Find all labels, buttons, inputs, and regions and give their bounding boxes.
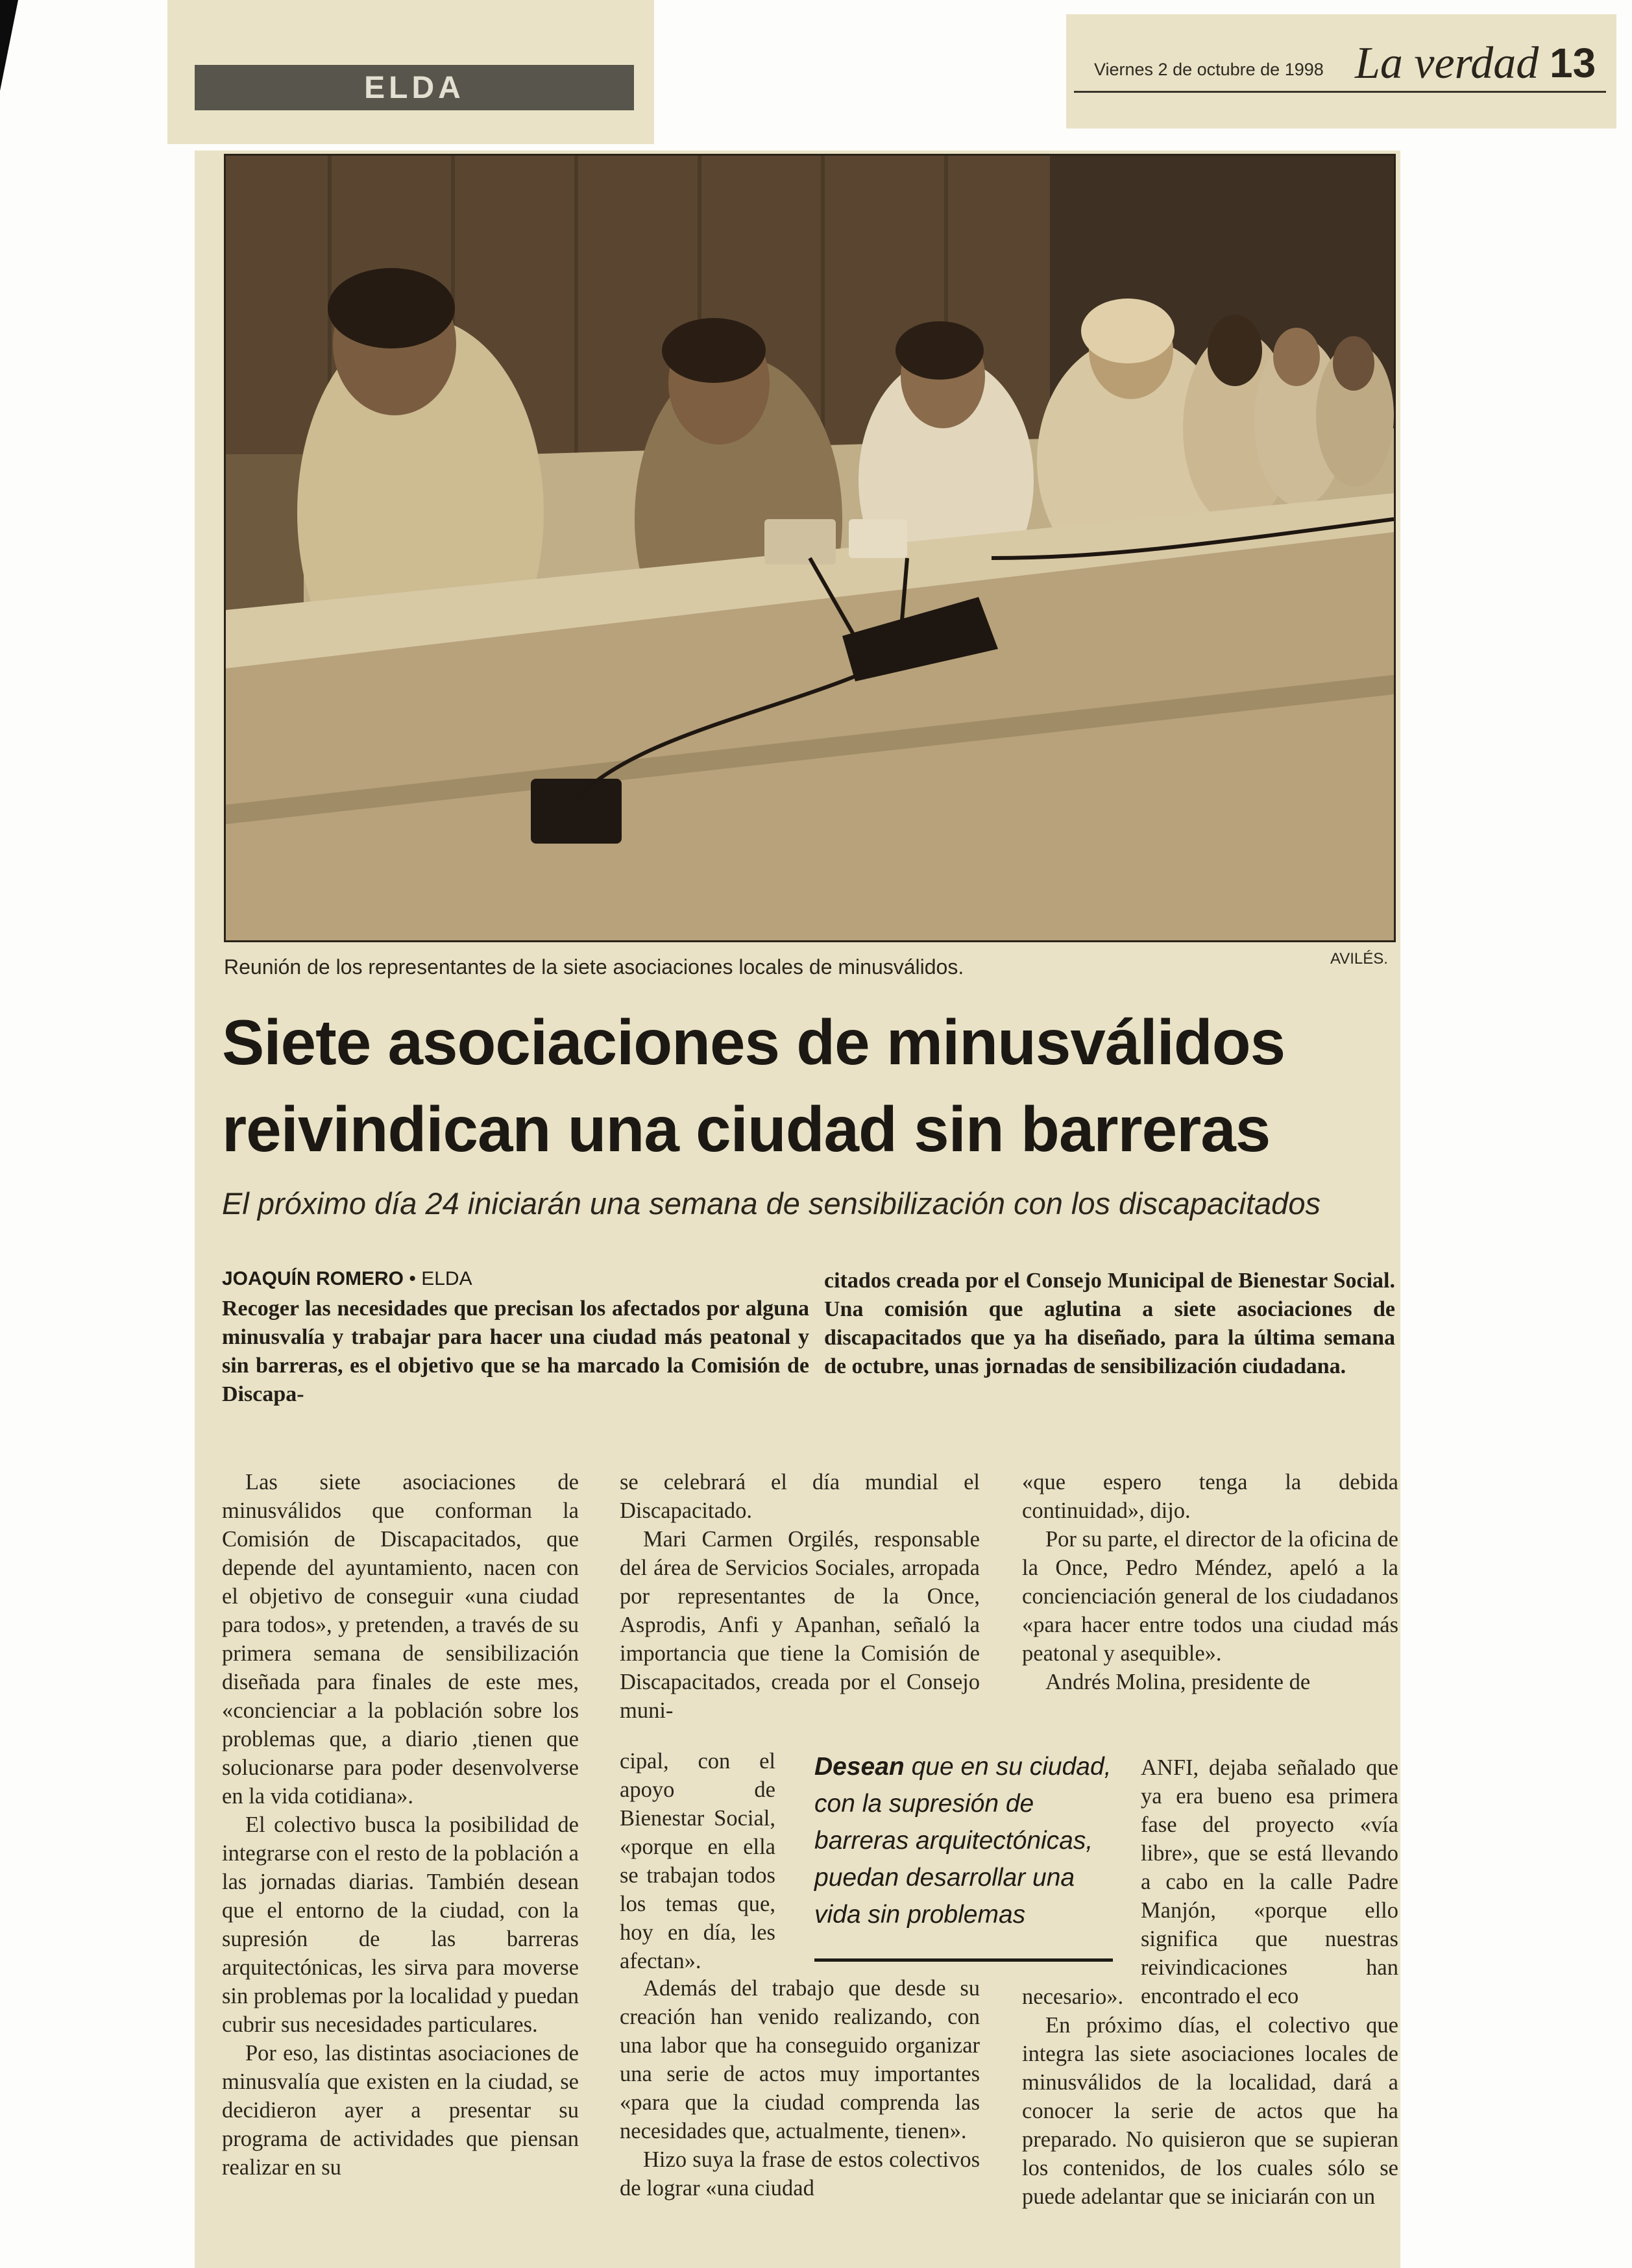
body-paragraph: Además del trabajo que desde su creación han venido realizando, con una labor que ha conseguido organizar una serie de actos muy importantes «para que la ciudad comprenda las necesidades que, actualmente, tienen». [620,1976,980,2143]
body-column-2 [620,1468,980,1740]
body-paragraph: se celebrará el día mundial el Discapacitado. [620,1470,980,1523]
body-paragraph: El colectivo busca la posibilidad de integrarse con el resto de la población a las jornadas diarias. También desean que el entorno de la ciudad, con la supresión de las barreras arquitectónicas, les sirva para moverse sin problemas por la localidad y puedan cubrir sus necesidades particulares. [222,1812,579,2037]
press-conference-photo [226,156,1394,940]
news-photo [224,154,1396,942]
subheadline: El próximo día 24 iniciarán una semana de sensibilización con los discapacitados [222,1186,1321,1221]
article-clipping [195,151,1400,2268]
body-paragraph: Andrés Molina, presidente de [1045,1670,1311,1694]
body-paragraph: Por eso, las distintas asociaciones de minusvalía que existen en la ciudad, se decidieron ayer a presentar su programa de actividades que piensan realizar en su [222,2041,579,2180]
masthead-rule [1074,91,1606,93]
body-paragraph: Mari Carmen Orgilés, responsable del área de Servicios Sociales, arropada por representantes de la Once, Asprodis, Anfi y Apanhan, señaló la importancia que tiene la Comisión de Discapacitados, creada por el Consejo muni- [620,1527,980,1723]
pull-quote-text: que en su ciudad, con la supresión de barreras arquitectónicas, puedan desarrollar una vida sin problemas [814,1753,1112,1929]
pull-quote-lead: Desean [814,1753,905,1781]
section-label: ELDA [364,70,465,105]
photo-credit: AVILÉS. [1330,950,1388,968]
photo-caption: Reunión de los representantes de la siete asociaciones locales de minusválidos. [224,955,964,979]
body-paragraph: «que espero tenga la debida continuidad», dijo. [1022,1470,1398,1523]
body-column-2-narrow [620,1747,775,1974]
body-column-3-narrow [1141,1753,1398,2008]
byline-author: JOAQUÍN ROMERO [222,1268,404,1289]
scan-corner [0,0,18,91]
byline-separator: • [409,1268,422,1289]
masthead-clipping [1066,14,1616,128]
headline-line-1: Siete asociaciones de minusválidos [222,1006,1285,1078]
section-bar [195,65,634,110]
body-column-2-lower [620,1974,980,2266]
body-paragraph: ANFI, dejaba señalado que ya era bueno esa primera fase del proyecto «vía libre», que se está llevando a cabo en la calle Padre Manjón, «porque ello significa que nuestras reivindicaciones han encontrado el eco [1141,1755,1398,2008]
newspaper-name: La verdad [1355,38,1539,88]
body-paragraph: Por su parte, el director de la oficina de la Once, Pedro Méndez, apeló a la concienciación general de los ciudadanos «para hacer entre todos una ciudad más peatonal y asequible». [1022,1527,1398,1666]
body-column-3-lower [1022,1982,1398,2268]
pull-quote [814,1748,1113,1933]
lead-paragraph-left: Recoger las necesidades que precisan los afectados por alguna minusvalía y trabajar para hacer una ciudad más peatonal y sin barreras, es el objetivo que se ha marcado la Comisión de Discapa- [222,1297,809,1406]
body-paragraph: cipal, con el apoyo de Bienestar Social, «porque en ella se trabajan todos los temas que, hoy en día, les afectan». [620,1749,775,1973]
page-number: 13 [1550,40,1596,86]
body-paragraph: Las siete asociaciones de minusválidos que conforman la Comisión de Discapacitados, que depende del ayuntamiento, nacen con el objetivo de conseguir «una ciudad para todos», y pretenden, a través de su primera semana de sensibilización diseñada para finales de este mes, «concienciar a la población sobre los problemas que, a diario ,tienen que solucionarse para poder desenvolverse en la vida cotidiana». [222,1470,579,1809]
byline [222,1268,472,1290]
section-clipping [167,0,654,144]
body-column-1 [222,1468,579,2266]
pull-quote-rule [814,1958,1113,1962]
body-paragraph: Hizo suya la frase de estos colectivos de lograr «una ciudad [620,2147,980,2201]
masthead-date: Viernes 2 de octubre de 1998 [1094,60,1324,79]
body-paragraph: En próximo días, el colectivo que integra las siete asociaciones locales de minusválidos de la localidad, dará a conocer la serie de actos que ha preparado. No quisieron que se supieran los contenidos, de los cuales sólo se puede adelantar que se iniciarán con un [1022,2013,1398,2209]
headline-line-2: reivindican una ciudad sin barreras [222,1093,1271,1165]
body-paragraph: necesario». [1022,1984,1124,2009]
body-column-3 [1022,1468,1398,1747]
lead-paragraph-right: citados creada por el Consejo Municipal de Bienestar Social. Una comisión que aglutina a siete asociaciones de discapacitados que ya ha diseñado, para la última semana de octubre, unas jornadas de sensibilización ciudadana. [824,1269,1395,1378]
byline-place: ELDA [421,1268,472,1289]
